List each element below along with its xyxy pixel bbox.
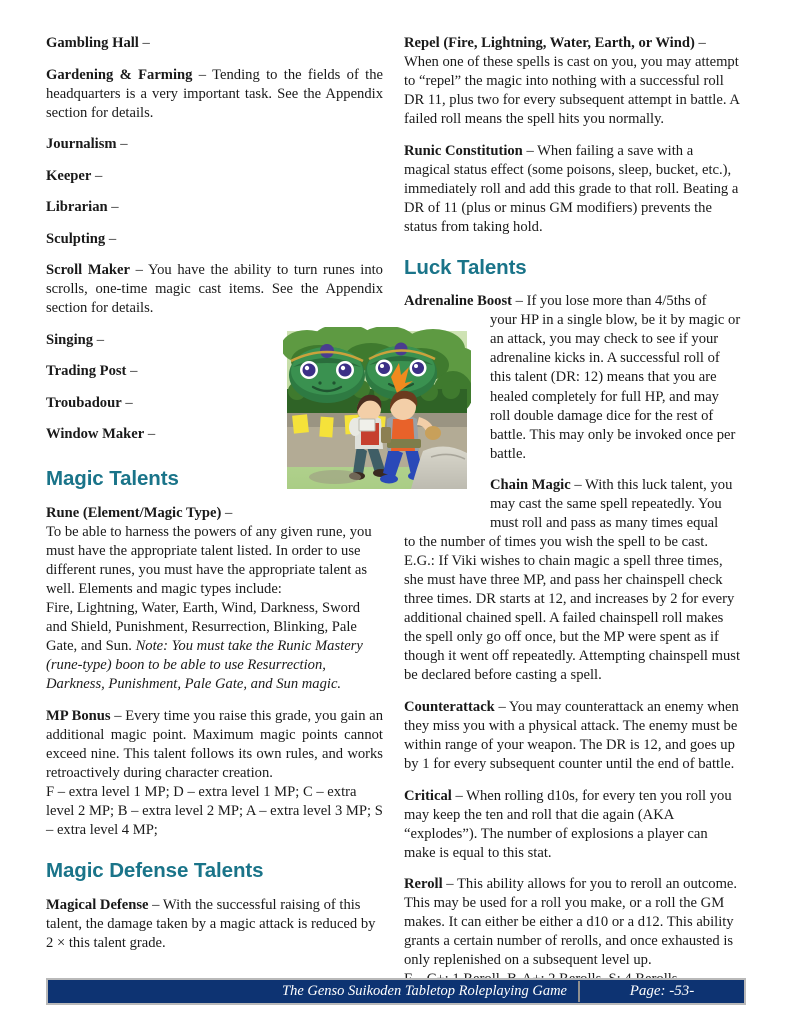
talent-dash: – [451, 787, 467, 804]
talent-body: You may counterattack an enemy when they miss you with a physical attack. The enemy must be within range of your weapon. The DR is 12, and goes up by 1 for every subsequent counter until the end of battle. [404, 698, 739, 773]
entry-dash: – [107, 199, 119, 216]
talent-dash: – [522, 142, 538, 159]
talent-body: With the successful raising of this talent, the damage taken by a magic attack is reduced by 2 × this talent grade. [46, 896, 376, 951]
talent-body-first-line: If you lose more than 4/5ths of [526, 293, 707, 310]
talent-body-elements: Fire, Lightning, Water, Earth, Wind, Darkness, Sword and Shield, Punishment, Resurrection, Blinking, Pale Gate, and Sun. [46, 600, 361, 655]
talent-dash: – [694, 35, 706, 51]
footer-book-title: The Genso Suikoden Tabletop Roleplaying Game [282, 983, 567, 999]
talent-repel [404, 34, 741, 129]
talent-term: Adrenaline Boost [404, 293, 512, 310]
entry-dash: – [121, 394, 133, 411]
talent-term: Counterattack [404, 698, 495, 715]
talent-dash: – [570, 477, 586, 494]
talent-runic-constitution [404, 142, 741, 237]
right-column [404, 34, 741, 1002]
talent-reroll [404, 875, 741, 970]
talent-critical [404, 787, 741, 863]
entry-term: Troubadour [46, 394, 122, 411]
entry-dash: – [126, 363, 138, 380]
footer-page-number: Page: -53- [629, 983, 695, 999]
heading-magic-talents: Magic Talents [46, 467, 179, 491]
talent-term: Runic Constitution [404, 142, 523, 159]
talent-dash: – [494, 698, 509, 715]
entry-term: Librarian [46, 199, 108, 216]
entry-term: Gambling Hall [46, 35, 139, 51]
talent-term: Chain Magic [490, 477, 571, 494]
entry-term: Trading Post [46, 363, 127, 380]
heading-magic-defense-talents: Magic Defense Talents [46, 859, 264, 883]
entry-body: You have the ability to turn runes into scrolls, one-time magic cast items. See the Appendix section for details. [46, 262, 383, 317]
entry-term: Sculpting [46, 230, 106, 247]
left-column [46, 34, 383, 965]
entry-term: Journalism [46, 136, 117, 153]
talent-rune-body2 [46, 599, 383, 694]
talent-chain-magic-rest [404, 533, 741, 685]
talent-body-indented: With this luck talent, you may cast the same spell repeatedly. You must roll and pass as many times equal [490, 477, 733, 532]
entry-dash: – [116, 136, 128, 153]
talent-dash: – [511, 293, 527, 310]
entry-journalism [46, 135, 383, 154]
talent-body: When one of these spells is cast on you, you may attempt to “repel” the magic into nothing with a successful roll DR 11, plus two for every subsequent attempt in battle. A failed roll means the spell hits you normally. [404, 54, 740, 128]
chapter-illustration [283, 327, 471, 492]
entry-body: Tending to the fields of the headquarters is a very important task. See the Appendix section for details. [46, 66, 383, 121]
talent-term: Rune (Element/Magic Type) [46, 505, 222, 522]
entry-term: Gardening & Farming [46, 66, 193, 83]
entry-dash: – [138, 35, 150, 51]
talent-body: This ability allows for you to reroll an outcome. This may be used for a roll you make, or a roll the GM makes. It can either be either a d10 or a d12. This ability grants a certain number of rerolls, and once exhausted is only replenished on a subsequent level up. [404, 876, 738, 969]
talent-dash: – [110, 707, 126, 724]
talent-magical-defense [46, 896, 383, 953]
entry-librarian [46, 198, 383, 217]
entry-dash: – [130, 262, 149, 279]
talent-dash: – [442, 876, 457, 893]
talent-dash: – [221, 505, 233, 522]
talent-dash: – [148, 896, 163, 913]
talent-body: When failing a save with a magical status effect (some poisons, sleep, bucket, etc.), immediately roll and add this grade to that roll. Beating a DR of 11 (plus or minus GM modifiers) prevents the status from taking hold. [404, 142, 739, 235]
talent-mp-bonus [46, 707, 383, 783]
page-footer [46, 978, 746, 1005]
entry-term: Singing [46, 331, 94, 348]
entry-term: Keeper [46, 167, 92, 184]
talent-body: to the number of times you wish the spell to be cast. E.G.: If Viki wishes to chain magic a spell three times, she must have three MP, and pass her chainspell check three times. DR starts at 12, and increases by 2 for every additional chained spell. A failed chainspell roll makes the spell only go off once, but the MP were spent as if though it went off repeatedly. Attempting chainspell must be declared before casting a spell. [404, 534, 740, 684]
entry-gambling-hall [46, 34, 383, 53]
talent-term: MP Bonus [46, 707, 111, 724]
talent-term: Critical [404, 787, 452, 804]
talent-rune-intro [46, 504, 268, 523]
entry-gardening-farming [46, 66, 383, 123]
talent-body: To be able to harness the powers of any given rune, you must have the appropriate talent listed. In order to use different runes, you must have the appropriate talent as well. Elements and magic types include: [46, 524, 372, 598]
grade-list: F – extra level 1 MP; D – extra level 1 MP; C – extra level 2 MP; B – extra level 2 MP; A – extra level 3 MP; S – extra level 4 MP; [46, 783, 383, 839]
talent-body: your HP in a single blow, be it by magic or an attack, you may check to see if your adrenaline kicks in. A successful roll of this talent (DR: 12) means that you are healed completely for full HP, and may roll double damage dice for the rest of battle. This may only be invoked once per battle. [490, 312, 741, 462]
heading-luck-talents: Luck Talents [404, 255, 527, 279]
entry-term: Scroll Maker [46, 262, 130, 279]
talent-term: Repel (Fire, Lightning, Water, Earth, or Wind) [404, 35, 695, 51]
talent-rune-body1 [46, 523, 383, 599]
talent-term: Magical Defense [46, 896, 149, 913]
talent-body: When rolling d10s, for every ten you roll you may keep the ten and roll that die again (AKA “explodes”). The number of explosions a player can make is equal to this stat. [404, 787, 732, 861]
entry-dash: – [192, 66, 213, 83]
entry-scroll-maker [46, 261, 383, 318]
entry-dash: – [91, 167, 103, 184]
entry-dash: – [93, 331, 105, 348]
entry-sculpting [46, 230, 383, 249]
entry-keeper [46, 167, 383, 186]
talent-term: Reroll [404, 876, 443, 893]
talent-mp-bonus-grades [46, 783, 383, 840]
illustration-artwork [283, 327, 471, 492]
talent-body: Every time you raise this grade, you gain an additional magic point. Maximum magic points cannot exceed nine. This talent follows its own rules, and works retroactively during character creation. [46, 707, 383, 781]
talent-adrenaline-boost-first [404, 292, 741, 311]
talent-counterattack [404, 698, 741, 774]
entry-dash: – [144, 426, 156, 443]
entry-dash: – [105, 230, 117, 247]
entry-term: Window Maker [46, 426, 145, 443]
talent-rune-note: Note: You must take the Runic Mastery (rune-type) boon to be able to use Resurrection, Darkness, Punishment, Pale Gate, and Sun magic. [46, 638, 363, 693]
